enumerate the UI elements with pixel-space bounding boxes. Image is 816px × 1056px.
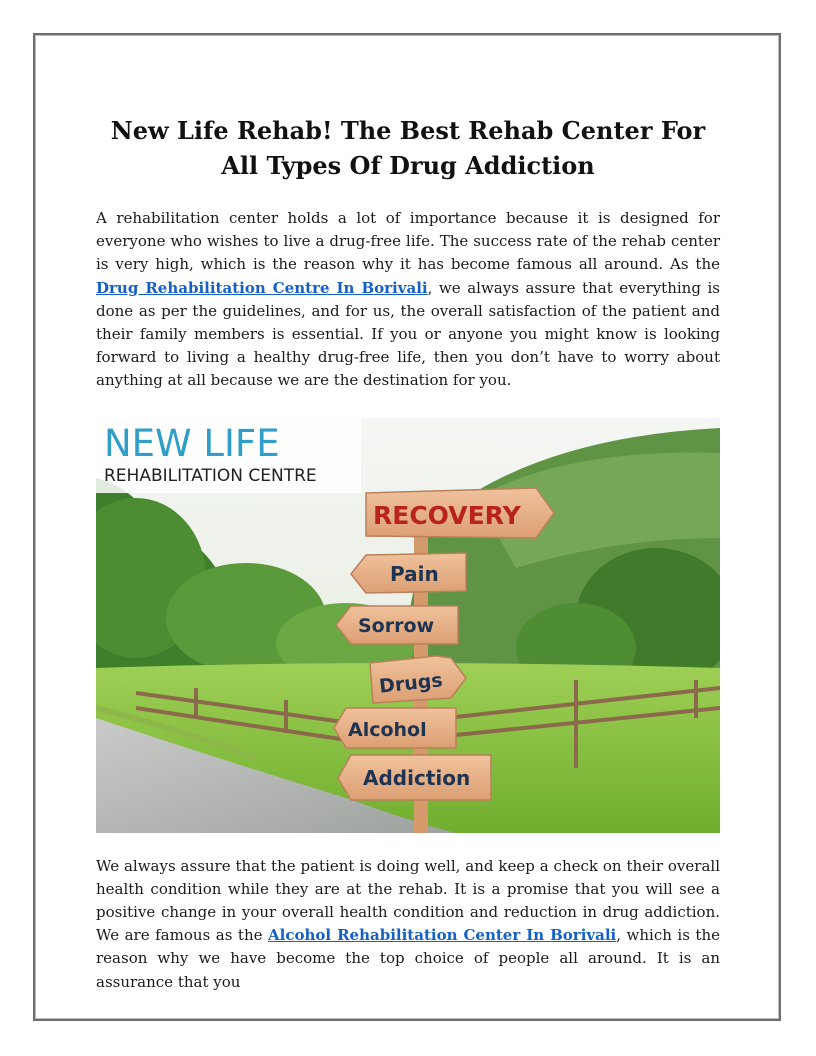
sign-pain bbox=[351, 553, 466, 593]
sign-alcohol bbox=[334, 708, 456, 748]
logo-rehab-centre: REHABILITATION CENTRE bbox=[104, 465, 317, 486]
second-text-start: We always assure that the patient is doing well, and keep a check on their overall health condition while they are at the rehab. It is a promise that you will see a positive change in your overall health condition and reduction in drug addiction. We are famous as the bbox=[96, 856, 720, 945]
document-body bbox=[96, 113, 720, 994]
sign-sorrow-label: Sorrow bbox=[358, 614, 435, 637]
alcohol-rehab-link[interactable]: Alcohol Rehabilitation Center In Borivali bbox=[268, 926, 617, 945]
sign-addiction-label: Addiction bbox=[363, 765, 471, 790]
sign-recovery bbox=[366, 488, 554, 538]
rehab-signpost-illustration bbox=[96, 418, 720, 833]
sign-drugs bbox=[370, 656, 466, 703]
sign-alcohol-label: Alcohol bbox=[348, 718, 427, 741]
sign-sorrow bbox=[336, 606, 458, 644]
intro-text-start: A rehabilitation center holds a lot of importance because it is designed for everyone who wishes to live a drug-free life. The success rate of the rehab center is very high, which is the reason why it has become famous all around. As the bbox=[96, 209, 720, 274]
drug-rehab-link[interactable]: Drug Rehabilitation Centre In Borivali bbox=[96, 278, 428, 297]
second-text-end: , which is the reason why we have become the top choice of people all around. It is an assurance that you bbox=[96, 926, 720, 991]
logo-new-life: NEW LIFE bbox=[104, 421, 280, 465]
hero-image bbox=[96, 418, 720, 833]
sign-pain-label: Pain bbox=[390, 561, 439, 586]
second-paragraph bbox=[96, 855, 720, 994]
sign-addiction bbox=[338, 755, 491, 800]
sign-recovery-label: RECOVERY bbox=[373, 500, 521, 530]
document-title: New Life Rehab! The Best Rehab Center For All Types Of Drug Addiction bbox=[110, 116, 706, 180]
intro-text-end: , we always assure that everything is done as per the guidelines, and for us, the overall satisfaction of the patient and their family members is essential. If you or anyone you might know is looking forward to living a healthy drug-free life, then you don’t have to worry about anything at all because we are the destination for you. bbox=[96, 278, 720, 390]
sign-drugs-label: Drugs bbox=[378, 668, 444, 698]
intro-paragraph bbox=[96, 207, 720, 393]
